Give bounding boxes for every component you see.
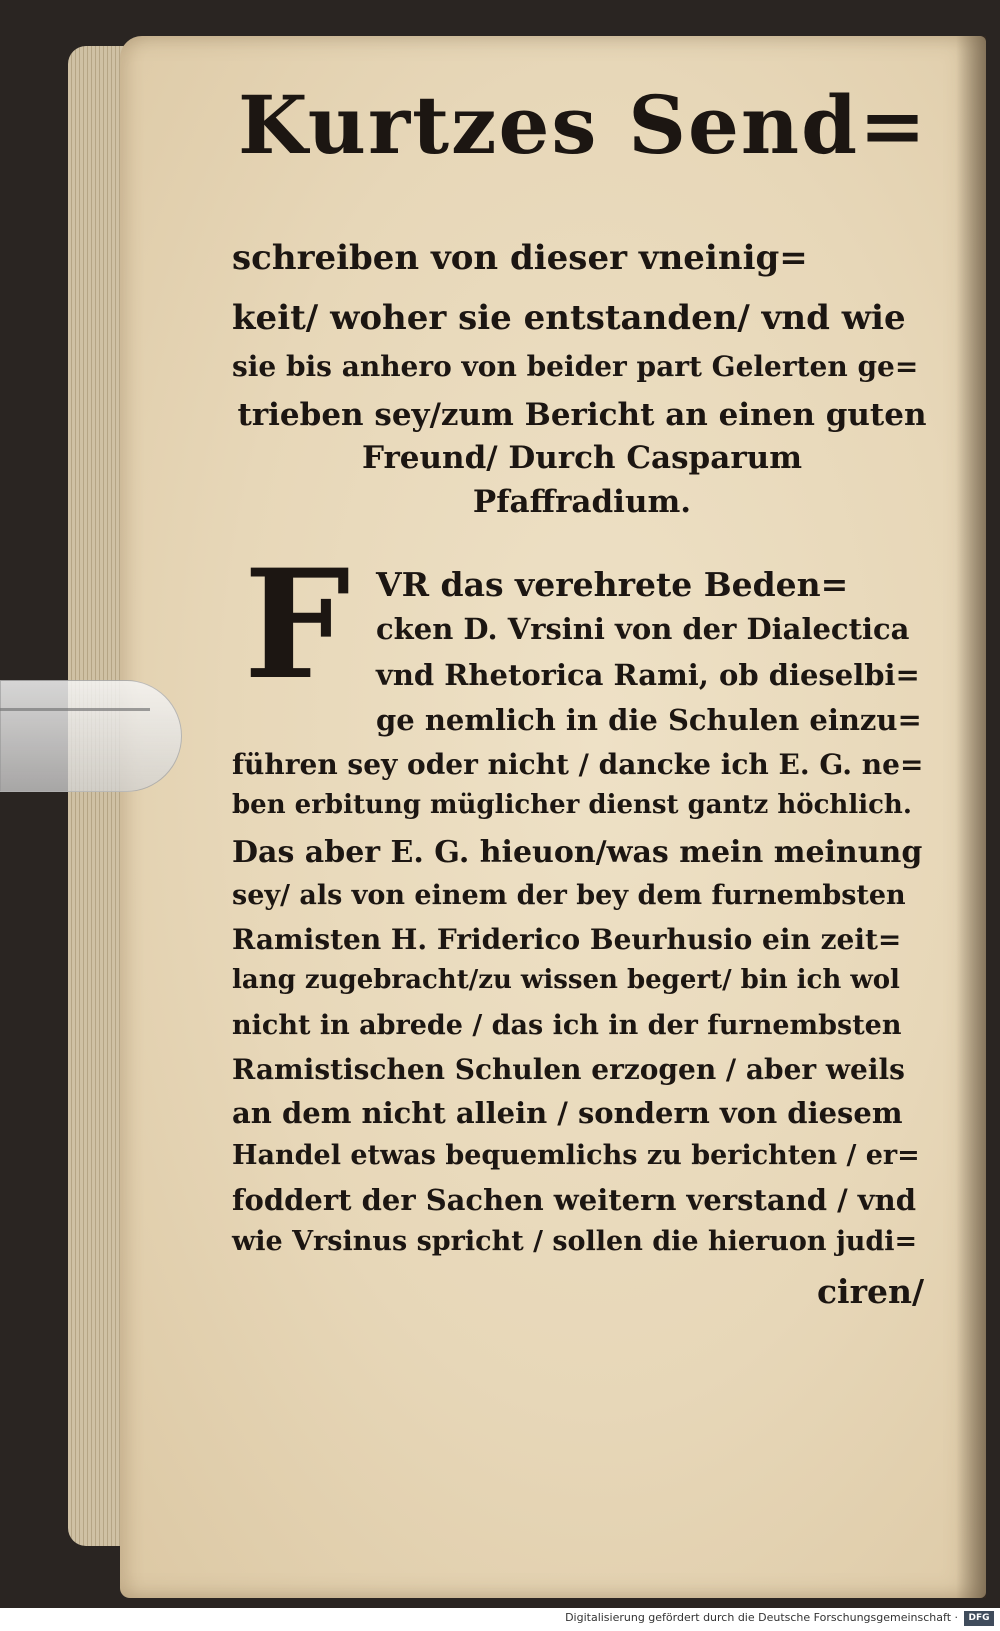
page-gutter	[956, 36, 986, 1598]
title-line: trieben sey/zum Bericht an einen guten	[237, 397, 927, 433]
text-line: an dem nicht allein / sondern von diesem	[232, 1096, 903, 1130]
text-line: Das aber E. G. hieuon/was mein meinung	[232, 835, 923, 870]
clip-edge	[0, 708, 150, 711]
title-line: Pfaffradium.	[472, 484, 692, 520]
footer-bar	[0, 1608, 1000, 1631]
title-line: sie bis anhero von beider part Gelerten ge=	[232, 350, 919, 383]
title-line: schreiben von dieser vneinig=	[232, 238, 808, 278]
catchword: ciren/	[816, 1272, 924, 1311]
text-line: wie Vrsinus spricht / sollen die hieruon judi=	[232, 1226, 918, 1257]
text-line: vnd Rhetorica Rami, ob dieselbi=	[376, 658, 920, 692]
text-line: Ramistischen Schulen erzogen / aber weils	[232, 1053, 905, 1086]
text-line: ben erbitung müglicher dienst gantz höchlich.	[232, 790, 912, 820]
text-line: cken D. Vrsini von der Dialectica	[376, 612, 910, 646]
page-clip	[0, 680, 182, 792]
text-line: führen sey oder nicht / dancke ich E. G. ne=	[232, 748, 924, 781]
text-line: foddert der Sachen weitern verstand / vnd	[232, 1183, 916, 1217]
text-line: Handel etwas bequemlichs zu berichten / er=	[232, 1140, 920, 1171]
text-line: nicht in abrede / das ich in der furnembsten	[232, 1010, 902, 1041]
text-line: VR das verehrete Beden=	[376, 565, 849, 604]
text-line: Ramisten H. Friderico Beurhusio ein zeit=	[232, 923, 902, 956]
heading: Kurtzes Send=	[238, 78, 929, 172]
funding-credit: Digitalisierung gefördert durch die Deutsche Forschungsgemeinschaft ·	[565, 1611, 958, 1624]
text-line: sey/ als von einem der bey dem furnembsten	[232, 880, 906, 911]
title-line: Freund/ Durch Casparum	[362, 440, 802, 476]
text-line: lang zugebracht/zu wissen begert/ bin ich wol	[232, 965, 900, 995]
drop-cap: F	[243, 537, 351, 713]
dfg-logo: DFG	[964, 1611, 994, 1626]
text-line: ge nemlich in die Schulen einzu=	[376, 703, 922, 737]
title-line: keit/ woher sie entstanden/ vnd wie	[232, 298, 906, 338]
